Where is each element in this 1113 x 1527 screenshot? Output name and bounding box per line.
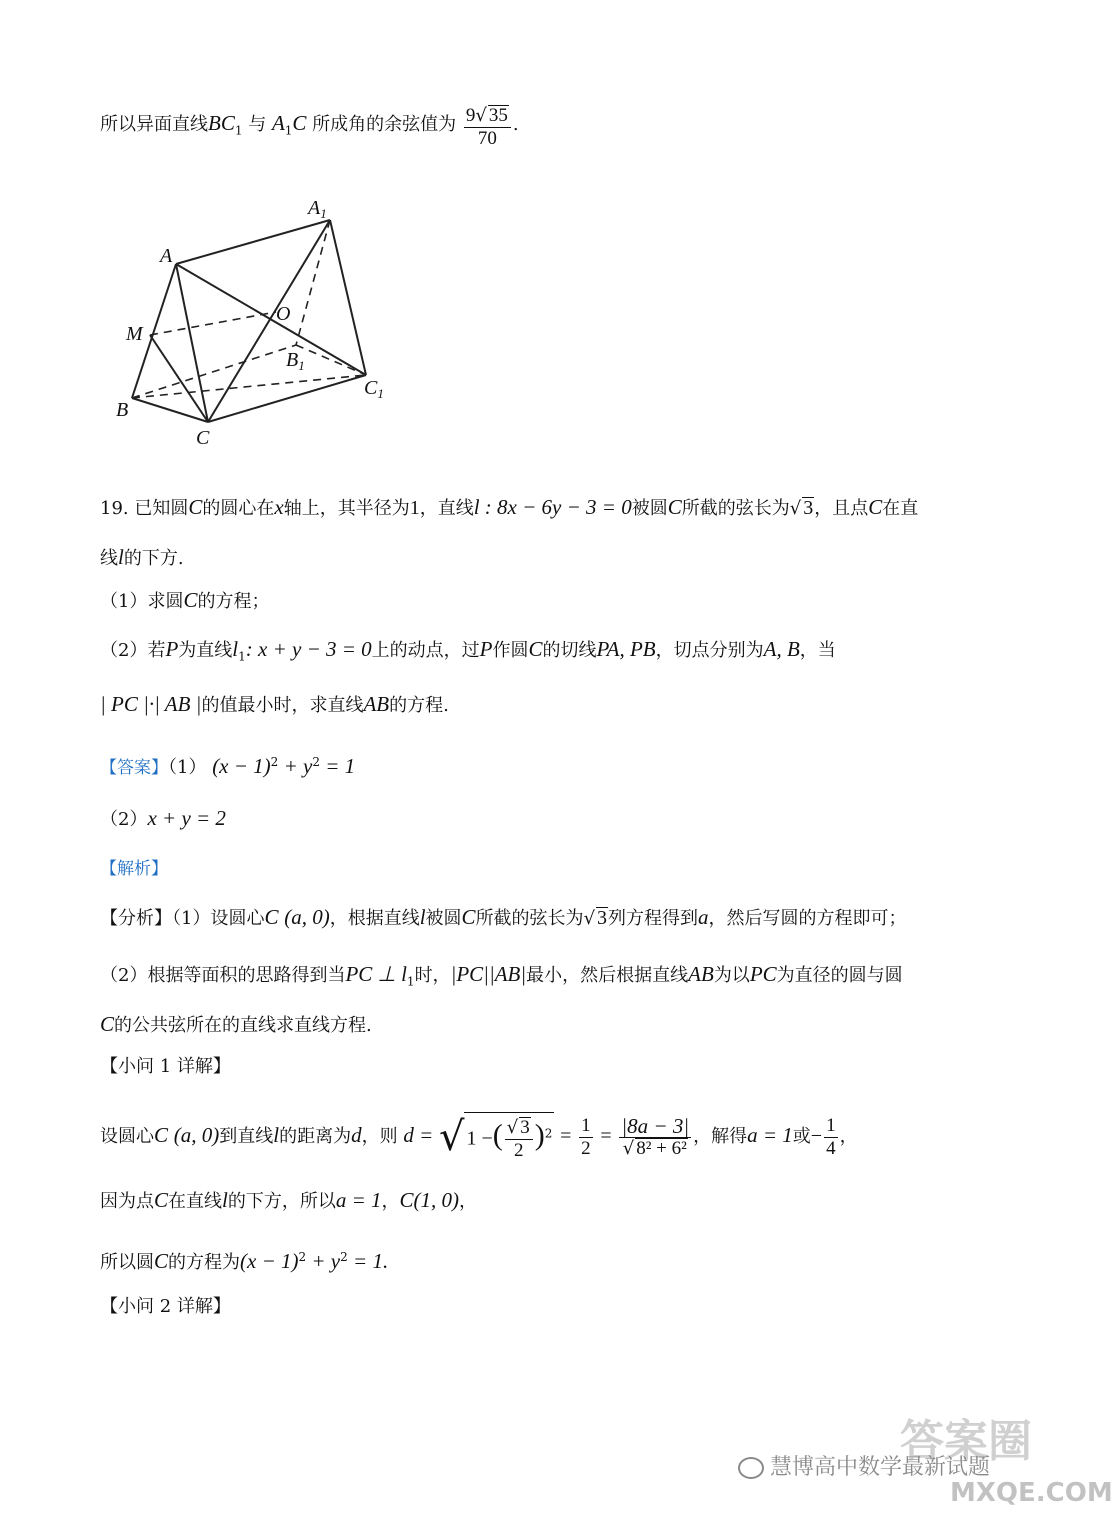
radical-sign: √ — [475, 105, 487, 126]
math-sub: 1 — [238, 649, 246, 664]
text: （1）设圆心 — [172, 908, 265, 929]
text: （2）根据等面积的思路得到当 — [100, 965, 346, 986]
radical-sign: √ — [622, 1137, 635, 1159]
math-l: l — [232, 637, 239, 661]
equals: = — [600, 1125, 612, 1147]
text: ，当 — [799, 640, 836, 661]
answer-2-expr: x + y = 2 — [147, 806, 226, 830]
text: 或 — [792, 1126, 811, 1147]
math-x: x — [274, 495, 284, 519]
intro-text: 所以异面直线 — [100, 114, 208, 135]
text: 所截的弦长为 — [681, 498, 790, 519]
question-2-line-1 — [100, 637, 836, 669]
label-b1: $B_1$ — [286, 349, 305, 373]
equals: = — [560, 1125, 572, 1147]
solution-a: a = 1 — [747, 1123, 793, 1147]
half-fraction — [579, 1115, 593, 1160]
text: 的方程； — [197, 591, 270, 612]
text: ， — [459, 1191, 478, 1212]
answer-line-1 — [100, 750, 355, 780]
edge-a1-c1 — [330, 220, 366, 375]
text: 在直线 — [168, 1191, 223, 1212]
text: 所截的弦长为 — [475, 908, 584, 929]
tangent-lines: PA, PB — [596, 637, 656, 661]
math-c: C — [154, 1123, 169, 1147]
text: 的圆心在 — [202, 498, 275, 519]
math-sub: 1 — [234, 123, 243, 138]
math-ab: AB — [363, 692, 390, 716]
big-radical-sign: √ — [438, 1114, 465, 1160]
center-point: (a, 0) — [284, 905, 330, 929]
question-2-line-2 — [100, 692, 449, 718]
text: 若 — [147, 640, 166, 661]
product-expression: | PC |·| AB | — [100, 692, 202, 716]
analysis-tag: 【解析】 — [100, 859, 168, 879]
answer-1-expr: (x − 1) — [212, 754, 271, 778]
watermark-account — [738, 1450, 990, 1481]
answer-line-2 — [100, 806, 226, 832]
text: 的下方，所以 — [227, 1191, 336, 1212]
radical-sign: √ — [506, 1117, 519, 1138]
math-c: C — [100, 1012, 115, 1036]
math-c: C — [868, 495, 883, 519]
text: 因为点 — [100, 1191, 154, 1212]
math-sup: 2 — [312, 755, 320, 769]
circle-equation: (x − 1) — [240, 1249, 299, 1273]
intro-text: 所成角的余弦值为 — [312, 114, 457, 135]
answer-label: （2） — [100, 809, 148, 830]
dashed-b1-c1 — [296, 345, 366, 375]
text: 所以圆 — [100, 1252, 154, 1273]
text: ，解得 — [693, 1126, 748, 1147]
text: ，且点 — [814, 498, 869, 519]
sub1-heading: 【小问 1 详解】 — [100, 1056, 231, 1077]
text: 为直径的圆与圆 — [776, 965, 903, 986]
math-l: l — [419, 905, 426, 929]
text: 为直线 — [178, 640, 233, 661]
question-1 — [100, 588, 269, 614]
tangent-points: A, B — [763, 637, 800, 661]
sub2-heading: 【小问 2 详解】 — [100, 1296, 231, 1317]
dashed-a1-b1 — [296, 220, 330, 345]
math-p: P — [479, 637, 493, 661]
question-label: （2） — [100, 640, 148, 661]
sub1-line-1 — [100, 1112, 858, 1162]
math-ab: AB — [688, 962, 714, 986]
text: 列方程得到 — [608, 908, 699, 929]
radius: 1 — [409, 497, 420, 519]
label-b: B — [116, 399, 129, 421]
analysis-line-2 — [100, 962, 903, 994]
math-sub: 1 — [284, 123, 293, 138]
text: ，根据直线 — [329, 908, 420, 929]
radicand: 8² + 6² — [636, 1137, 687, 1159]
text: ，直线 — [419, 498, 474, 519]
label-c1: $C_1$ — [364, 377, 384, 401]
intro-line: 所以异面直线$BC_1$ 与 $A_1C$ 所成角的余弦值为 $\frac{9√ 35}{70}$ . — [100, 105, 519, 149]
perp-expression: PC ⊥ l — [345, 962, 407, 986]
text: ， — [839, 1126, 858, 1147]
right-paren: ) — [534, 1118, 545, 1152]
math-d-eq: d = — [403, 1123, 434, 1147]
radical-sign: √ — [583, 908, 596, 929]
intro-text: 与 — [248, 114, 267, 135]
text: 已知圆 — [134, 498, 189, 519]
math-c: C — [528, 637, 543, 661]
math-c: C — [188, 495, 203, 519]
text: 的公共弦所在的直线求直线方程. — [114, 1015, 372, 1036]
math-bc: BC — [208, 111, 235, 135]
answer-tag: 【答案】 — [100, 758, 168, 778]
product-expression: |PC||AB| — [450, 962, 527, 986]
sqrt3-over-2 — [505, 1117, 533, 1162]
question-label: （1） — [100, 591, 148, 612]
account-name: 慧博高中数学最新试题 — [770, 1455, 991, 1480]
text: 到直线 — [219, 1126, 274, 1147]
wechat-icon — [738, 1457, 764, 1479]
dashed-m-o — [150, 312, 276, 335]
denominator: 4 — [826, 1137, 836, 1159]
denominator: 70 — [477, 128, 497, 149]
problem-line-1 — [100, 495, 918, 521]
label-c: C — [196, 427, 210, 449]
math-c: C — [461, 905, 476, 929]
radicand: 35 — [488, 105, 508, 126]
math-sup: 2 — [298, 1250, 307, 1264]
math-c: C — [183, 588, 198, 612]
problem-line-2 — [100, 545, 184, 571]
one-minus: 1 − — [466, 1127, 493, 1150]
math-sub: 1 — [406, 974, 415, 989]
math-pc: PC — [749, 962, 777, 986]
text: 线 — [100, 548, 118, 569]
analysis-line-3 — [100, 1012, 372, 1038]
label-a: A — [160, 245, 173, 267]
analysis-line-1 — [100, 905, 907, 931]
text: 被圆 — [631, 498, 668, 519]
math-sup: 2 — [340, 1250, 348, 1264]
watermark-logo: 答案圈 — [900, 1416, 1032, 1467]
dashed-b-b1 — [132, 345, 296, 398]
text: 时， — [414, 965, 451, 986]
label-m: M — [126, 323, 143, 345]
math-l: l — [118, 545, 124, 569]
line-equation: l : 8x − 6y − 3 = 0 — [473, 495, 632, 519]
answer-1-expr: = 1 — [319, 754, 356, 778]
label-a1: $A_1$ — [308, 197, 327, 221]
coef: 9 — [465, 105, 476, 126]
text: ，则 — [361, 1126, 398, 1147]
text: 的下方. — [123, 548, 184, 569]
numerator: 1 — [826, 1114, 836, 1136]
math-c: C — [264, 905, 279, 929]
math-l: l — [273, 1123, 280, 1147]
prism-figure — [100, 190, 400, 450]
text: ，然后写圆的方程即可； — [708, 908, 907, 929]
radicand: 3 — [803, 497, 814, 519]
text: 设圆心 — [100, 1126, 154, 1147]
radical-sign: √ — [789, 498, 802, 519]
math-p: P — [165, 637, 179, 661]
math-c: C — [154, 1188, 169, 1212]
text: 被圆 — [425, 908, 462, 929]
math-c: C — [667, 495, 682, 519]
big-radicand — [464, 1112, 554, 1162]
math-l: l — [222, 1188, 228, 1212]
radicand: 3 — [597, 907, 608, 929]
watermark-site: MXQE.COM — [950, 1478, 1113, 1508]
text: ，切点分别为 — [655, 640, 764, 661]
circle-equation: = 1. — [347, 1249, 389, 1273]
cosine-fraction — [464, 105, 511, 150]
text: 的值最小时，求直线 — [201, 695, 364, 716]
text: 轴上，其半径为 — [283, 498, 410, 519]
answer-1-expr: + y — [278, 754, 313, 778]
label-o: O — [276, 303, 291, 325]
center-point: (a, 0) — [173, 1123, 220, 1147]
solution-a: a = 1 — [335, 1188, 382, 1212]
text: 作圆 — [492, 640, 529, 661]
math-a: A — [271, 111, 285, 135]
text: 为以 — [713, 965, 750, 986]
radicand: 3 — [520, 1117, 530, 1138]
circle-equation: + y — [306, 1249, 341, 1273]
analysis-heading — [100, 857, 168, 881]
math-sup: 2 — [270, 755, 279, 769]
math-d: d — [351, 1123, 362, 1147]
edge-b-c — [132, 398, 208, 422]
math-c: C — [154, 1249, 169, 1273]
text: 求圆 — [147, 591, 184, 612]
center-point: C(1, 0) — [399, 1188, 460, 1212]
distance-fraction — [619, 1115, 691, 1160]
text: 上的动点，过 — [371, 640, 480, 661]
denominator: 2 — [581, 1137, 591, 1159]
denominator: 2 — [514, 1140, 524, 1161]
analysis-label: 【分析】 — [100, 908, 172, 929]
text: 在直 — [882, 498, 919, 519]
problem-number: 19. — [100, 498, 129, 519]
minus-sign: − — [810, 1125, 823, 1147]
text: 最小，然后根据直线 — [526, 965, 689, 986]
text: ， — [381, 1191, 400, 1212]
text: 的切线 — [542, 640, 597, 661]
sub1-line-2 — [100, 1188, 477, 1214]
quarter-fraction — [824, 1115, 838, 1160]
math-sup: 2 — [544, 1126, 553, 1141]
text: 的方程为 — [168, 1252, 241, 1273]
math-a: a — [698, 905, 709, 929]
text: 的方程. — [389, 695, 449, 716]
answer-label: （1） — [168, 757, 207, 778]
numerator: |8a − 3| — [621, 1113, 690, 1138]
math-c: C — [292, 111, 307, 135]
numerator: 1 — [581, 1114, 591, 1136]
sub1-line-3 — [100, 1245, 388, 1275]
line-equation: : x + y − 3 = 0 — [245, 637, 372, 661]
dashed-b-c1 — [132, 375, 366, 398]
left-paren: ( — [492, 1118, 503, 1152]
text: 的距离为 — [279, 1126, 352, 1147]
